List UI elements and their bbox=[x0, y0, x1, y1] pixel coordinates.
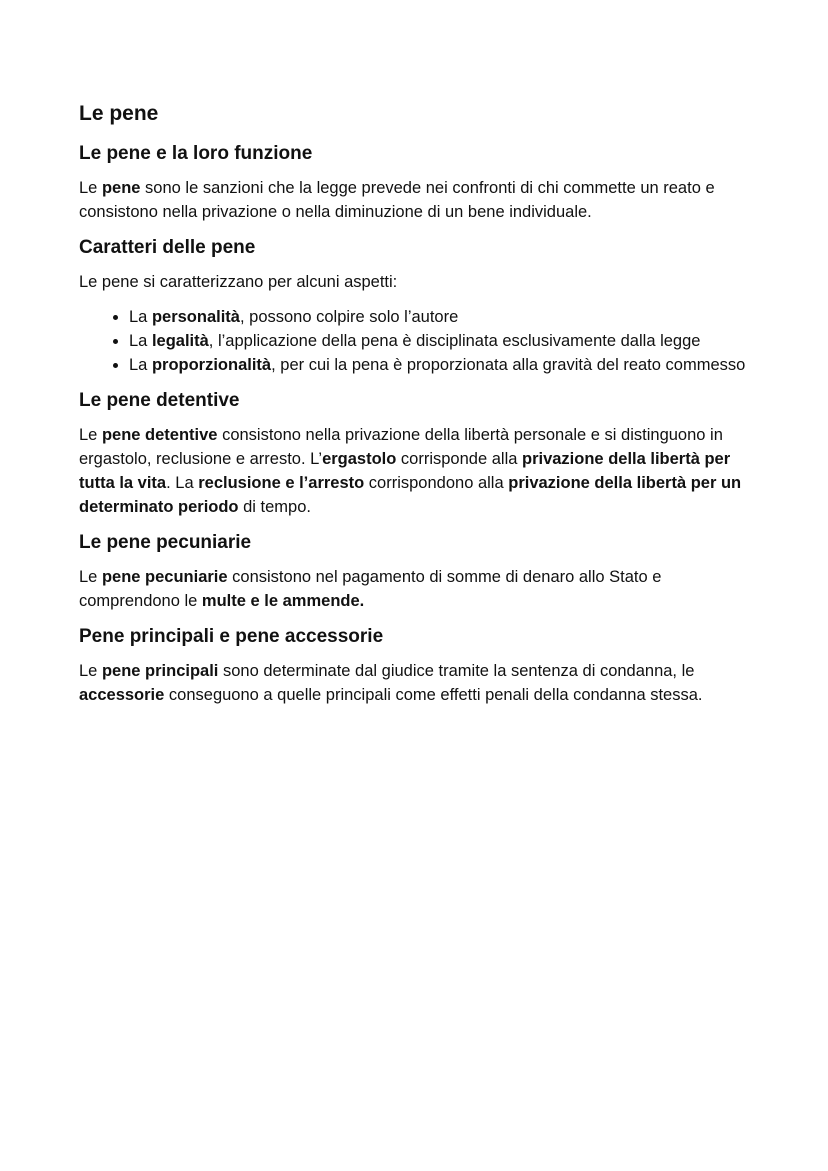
heading-pecuniarie: Le pene pecuniarie bbox=[79, 532, 252, 553]
heading-funzione: Le pene e la loro funzione bbox=[79, 143, 313, 164]
heading-principali-accessorie: Pene principali e pene accessorie bbox=[79, 626, 384, 647]
paragraph-caratteri-intro: Le pene si caratterizzano per alcuni aspetti: bbox=[79, 273, 398, 291]
heading-detentive: Le pene detentive bbox=[79, 390, 240, 411]
list-item-personalita: • La personalità, possono colpire solo l’autore bbox=[129, 305, 759, 329]
list-caratteri bbox=[79, 305, 759, 377]
document-page bbox=[79, 100, 759, 718]
heading-caratteri: Caratteri delle pene bbox=[79, 237, 256, 258]
list-item-legalita: • La legalità, l’applicazione della pena è disciplinata esclusivamente dalla legge bbox=[129, 329, 759, 353]
list-item-proporzionalita: • La proporzionalità, per cui la pena è proporzionata alla gravità del reato commesso bbox=[129, 353, 759, 377]
paragraph-funzione: Le pene sono le sanzioni che la legge prevede nei confronti di chi commette un reato e consistono nella privazione o nella diminuzione di un bene individuale. bbox=[79, 179, 715, 221]
paragraph-pecuniarie: Le pene pecuniarie consistono nel pagamento di somme di denaro allo Stato e comprendono le multe e le ammende. bbox=[79, 568, 662, 610]
paragraph-principali-accessorie: Le pene principali sono determinate dal giudice tramite la sentenza di condanna, le accessorie conseguono a quelle principali come effetti penali della condanna stessa. bbox=[79, 662, 703, 704]
document-title: Le pene bbox=[79, 102, 159, 125]
paragraph-detentive: Le pene detentive consistono nella privazione della libertà personale e si distinguono in ergastolo, reclusione e arresto. L’ergastolo corrisponde alla privazione della libertà per tutta la vita. La reclusione e l’arresto corrispondono alla privazione della libertà per un determinato periodo di tempo. bbox=[79, 426, 742, 516]
